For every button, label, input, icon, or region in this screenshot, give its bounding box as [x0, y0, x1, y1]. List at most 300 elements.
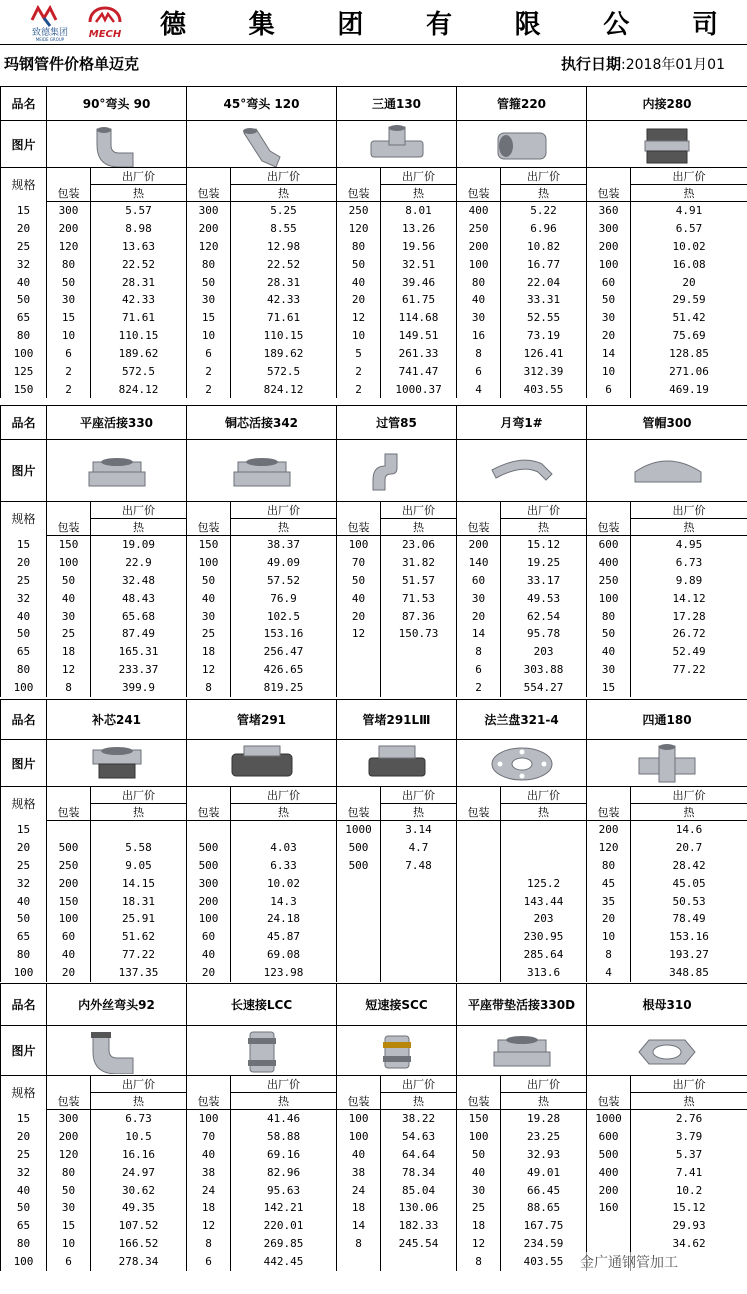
- price-cell: 824.12: [91, 380, 187, 398]
- pack-cell: 14: [587, 345, 631, 363]
- price-cell: 22.9: [91, 553, 187, 571]
- pack-cell: 600: [587, 536, 631, 554]
- price-cell: 7.48: [381, 856, 457, 874]
- price-cell: 123.98: [231, 964, 337, 982]
- pack-cell: 100: [47, 910, 91, 928]
- svg-text:MEIDE GROUP: MEIDE GROUP: [35, 37, 65, 42]
- pack-cell: 30: [457, 1181, 501, 1199]
- product-name: 长速接LCC: [187, 984, 337, 1026]
- plug-hex-icon: [359, 740, 435, 786]
- price-cell: 25.91: [91, 910, 187, 928]
- pack-cell: 300: [187, 874, 231, 892]
- price-cell: 6.96: [501, 219, 587, 237]
- price-cell: [501, 821, 587, 839]
- price-cell: [631, 679, 747, 697]
- table-row: [1, 291, 747, 309]
- price-cell: 28.42: [631, 856, 747, 874]
- price-cell: 203: [501, 643, 587, 661]
- table-row: [1, 309, 747, 327]
- price-cell: 52.55: [501, 309, 587, 327]
- price-cell: 38.22: [381, 1110, 457, 1128]
- pack-cell: 80: [337, 237, 381, 255]
- price-cell: 348.85: [631, 964, 747, 982]
- product-name: 管堵291: [187, 700, 337, 740]
- company-char: 司: [691, 9, 720, 40]
- table-row: [1, 1235, 747, 1253]
- price-cell: 165.31: [91, 643, 187, 661]
- pack-cell: 80: [457, 273, 501, 291]
- pack-cell: 18: [337, 1199, 381, 1217]
- pack-cell: 500: [337, 838, 381, 856]
- pack-cell: 10: [587, 928, 631, 946]
- pack-cell: 4: [457, 380, 501, 398]
- pack-header: 包装: [337, 804, 381, 821]
- price-cell: 48.43: [91, 589, 187, 607]
- pack-cell: [457, 892, 501, 910]
- price-cell: 20: [631, 273, 747, 291]
- size-cell: 100: [1, 1253, 47, 1271]
- size-cell: 40: [1, 607, 47, 625]
- pack-cell: 50: [337, 255, 381, 273]
- product-name: 月弯1#: [457, 406, 587, 440]
- product-name: 管箍220: [457, 87, 587, 121]
- price-cell: 149.51: [381, 327, 457, 345]
- pack-cell: 10: [47, 327, 91, 345]
- table-row: [1, 838, 747, 856]
- price-cell: [381, 643, 457, 661]
- price-cell: 8.98: [91, 219, 187, 237]
- factory-price-header: 出厂价: [381, 502, 457, 519]
- locknut-icon: [629, 1028, 705, 1074]
- pack-cell: 10: [587, 363, 631, 381]
- price-cell: 15.12: [631, 1199, 747, 1217]
- pack-cell: [337, 928, 381, 946]
- price-cell: 107.52: [91, 1217, 187, 1235]
- price-cell: 23.06: [381, 536, 457, 554]
- pack-cell: 2: [187, 380, 231, 398]
- factory-price-header: 出厂价: [501, 787, 587, 804]
- row-label-pic: 图片: [1, 121, 47, 168]
- factory-price-header: 出厂价: [501, 502, 587, 519]
- pack-cell: 100: [187, 1110, 231, 1128]
- pack-cell: 8: [587, 946, 631, 964]
- table-row: [1, 363, 747, 381]
- pack-cell: [337, 643, 381, 661]
- product-picture: [587, 121, 747, 168]
- pack-cell: 50: [457, 1145, 501, 1163]
- price-cell: 143.44: [501, 892, 587, 910]
- price-cell: 49.09: [231, 553, 337, 571]
- union-gasket-icon: [484, 1028, 560, 1074]
- price-cell: 52.49: [631, 643, 747, 661]
- product-name: 根母310: [587, 984, 747, 1026]
- price-cell: 71.61: [231, 309, 337, 327]
- size-cell: 25: [1, 571, 47, 589]
- factory-price-header: 出厂价: [631, 168, 747, 185]
- price-cell: 137.35: [91, 964, 187, 982]
- pack-cell: 50: [587, 291, 631, 309]
- product-picture: [587, 1026, 747, 1076]
- pack-cell: 30: [457, 309, 501, 327]
- size-cell: 80: [1, 661, 47, 679]
- factory-price-header: 出厂价: [231, 787, 337, 804]
- pack-cell: 50: [47, 273, 91, 291]
- size-cell: 40: [1, 1181, 47, 1199]
- price-cell: 142.21: [231, 1199, 337, 1217]
- price-cell: 13.26: [381, 219, 457, 237]
- pack-cell: 8: [47, 679, 91, 697]
- price-cell: [91, 821, 187, 839]
- pack-cell: 6: [187, 1253, 231, 1271]
- price-cell: 76.9: [231, 589, 337, 607]
- pack-cell: 12: [337, 625, 381, 643]
- pack-cell: 8: [337, 1235, 381, 1253]
- pack-cell: 250: [47, 856, 91, 874]
- price-cell: 6.73: [631, 553, 747, 571]
- hot-header: 热: [231, 804, 337, 821]
- size-cell: 80: [1, 1235, 47, 1253]
- size-cell: 20: [1, 1127, 47, 1145]
- size-cell: 20: [1, 219, 47, 237]
- pack-cell: 400: [457, 202, 501, 220]
- pack-cell: 15: [47, 1217, 91, 1235]
- mech-logo: [82, 4, 128, 40]
- table-row: [1, 679, 747, 697]
- price-cell: 4.95: [631, 536, 747, 554]
- price-cell: 6.73: [91, 1110, 187, 1128]
- pack-cell: 100: [337, 1110, 381, 1128]
- price-cell: 28.31: [231, 273, 337, 291]
- pack-cell: [457, 910, 501, 928]
- product-picture: [587, 740, 747, 787]
- pack-cell: 4: [587, 964, 631, 982]
- hot-header: 热: [631, 185, 747, 202]
- table-row: [1, 536, 747, 554]
- pack-cell: 100: [337, 536, 381, 554]
- table-row: [1, 874, 747, 892]
- pack-cell: [457, 821, 501, 839]
- price-cell: 41.46: [231, 1110, 337, 1128]
- table-row: [1, 345, 747, 363]
- factory-price-header: 出厂价: [381, 1076, 457, 1093]
- price-cell: 5.22: [501, 202, 587, 220]
- price-cell: 54.63: [381, 1127, 457, 1145]
- price-cell: 9.05: [91, 856, 187, 874]
- factory-price-header: 出厂价: [91, 1076, 187, 1093]
- pack-header: 包装: [47, 185, 91, 202]
- pack-cell: 60: [47, 928, 91, 946]
- price-cell: 554.27: [501, 679, 587, 697]
- price-cell: 9.89: [631, 571, 747, 589]
- price-table-section: [0, 699, 747, 982]
- date-value: :2018年01月01: [621, 57, 725, 73]
- price-cell: 78.34: [381, 1163, 457, 1181]
- pack-cell: 20: [587, 910, 631, 928]
- pack-cell: 20: [187, 964, 231, 982]
- price-cell: 42.33: [231, 291, 337, 309]
- row-label-spec: 规格: [1, 1076, 47, 1110]
- hot-header: 热: [231, 519, 337, 536]
- pack-cell: 24: [337, 1181, 381, 1199]
- size-cell: 20: [1, 553, 47, 571]
- pack-cell: 15: [587, 679, 631, 697]
- pack-cell: 2: [457, 679, 501, 697]
- price-cell: 4.03: [231, 838, 337, 856]
- pack-header: 包装: [587, 804, 631, 821]
- hot-header: 热: [381, 519, 457, 536]
- table-row: [1, 964, 747, 982]
- pack-header: 包装: [187, 1093, 231, 1110]
- size-cell: 80: [1, 327, 47, 345]
- price-cell: 824.12: [231, 380, 337, 398]
- size-cell: 25: [1, 237, 47, 255]
- price-cell: 19.25: [501, 553, 587, 571]
- table-row: [1, 1110, 747, 1128]
- company-char: 集: [248, 9, 277, 40]
- pack-cell: [337, 910, 381, 928]
- pack-cell: 120: [47, 237, 91, 255]
- pack-cell: 80: [47, 255, 91, 273]
- table-row: [1, 928, 747, 946]
- pack-cell: 100: [337, 1127, 381, 1145]
- pack-cell: 40: [187, 946, 231, 964]
- size-cell: 32: [1, 874, 47, 892]
- price-cell: 10.2: [631, 1181, 747, 1199]
- price-cell: 6.33: [231, 856, 337, 874]
- row-label-spec: 规格: [1, 787, 47, 821]
- pack-cell: 25: [187, 625, 231, 643]
- product-picture: [187, 440, 337, 502]
- factory-price-header: 出厂价: [501, 1076, 587, 1093]
- price-cell: 8.01: [381, 202, 457, 220]
- pack-header: 包装: [457, 1093, 501, 1110]
- size-cell: 40: [1, 892, 47, 910]
- product-picture: [587, 440, 747, 502]
- price-cell: 24.97: [91, 1163, 187, 1181]
- size-cell: 25: [1, 856, 47, 874]
- price-cell: 28.31: [91, 273, 187, 291]
- pack-cell: 12: [47, 661, 91, 679]
- page-header: [0, 0, 747, 45]
- price-cell: 303.88: [501, 661, 587, 679]
- pack-cell: 15: [187, 309, 231, 327]
- price-cell: 49.01: [501, 1163, 587, 1181]
- pack-cell: 38: [187, 1163, 231, 1181]
- price-cell: 285.64: [501, 946, 587, 964]
- hot-header: 热: [501, 185, 587, 202]
- factory-price-header: 出厂价: [91, 787, 187, 804]
- pack-cell: 100: [187, 553, 231, 571]
- pack-cell: 40: [337, 589, 381, 607]
- price-cell: 39.46: [381, 273, 457, 291]
- pack-cell: 80: [587, 607, 631, 625]
- pack-cell: 18: [457, 1217, 501, 1235]
- price-cell: 32.93: [501, 1145, 587, 1163]
- price-cell: 269.85: [231, 1235, 337, 1253]
- price-cell: 7.41: [631, 1163, 747, 1181]
- product-picture: [47, 740, 187, 787]
- product-name: 45°弯头 120: [187, 87, 337, 121]
- pack-cell: 2: [337, 363, 381, 381]
- pack-header: 包装: [47, 519, 91, 536]
- pack-cell: 25: [47, 625, 91, 643]
- price-cell: 3.14: [381, 821, 457, 839]
- price-cell: 78.49: [631, 910, 747, 928]
- price-cell: 442.45: [231, 1253, 337, 1271]
- price-cell: 110.15: [231, 327, 337, 345]
- price-cell: 29.93: [631, 1217, 747, 1235]
- size-cell: 32: [1, 1163, 47, 1181]
- pack-cell: 50: [587, 625, 631, 643]
- table-row: [1, 237, 747, 255]
- hot-header: 热: [631, 519, 747, 536]
- socket-icon: [484, 121, 560, 167]
- short-coupling-icon: [359, 1028, 435, 1074]
- price-cell: 230.95: [501, 928, 587, 946]
- elbow-45-icon: [224, 121, 300, 167]
- product-picture: [337, 740, 457, 787]
- pack-cell: [337, 892, 381, 910]
- price-cell: 34.62: [631, 1235, 747, 1253]
- pack-cell: 500: [187, 856, 231, 874]
- pack-cell: 100: [587, 589, 631, 607]
- price-cell: 4.7: [381, 838, 457, 856]
- pack-cell: 8: [457, 1253, 501, 1271]
- pack-cell: 16: [457, 327, 501, 345]
- pack-cell: 30: [47, 607, 91, 625]
- factory-price-header: 出厂价: [381, 787, 457, 804]
- pack-header: 包装: [187, 185, 231, 202]
- hot-header: 热: [631, 804, 747, 821]
- pack-cell: 160: [587, 1199, 631, 1217]
- price-cell: 87.49: [91, 625, 187, 643]
- pack-cell: [337, 964, 381, 982]
- crossover-icon: [359, 448, 435, 494]
- table-row: [1, 1181, 747, 1199]
- pack-header: 包装: [337, 1093, 381, 1110]
- product-picture: [187, 740, 337, 787]
- price-cell: [381, 679, 457, 697]
- price-cell: 65.68: [91, 607, 187, 625]
- price-cell: 14.12: [631, 589, 747, 607]
- price-cell: 73.19: [501, 327, 587, 345]
- pack-cell: 2: [47, 380, 91, 398]
- table-row: [1, 273, 747, 291]
- pack-cell: 50: [337, 571, 381, 589]
- pack-cell: 100: [187, 910, 231, 928]
- row-label-spec: 规格: [1, 168, 47, 202]
- product-picture: [187, 121, 337, 168]
- pack-header: 包装: [457, 519, 501, 536]
- price-cell: 32.48: [91, 571, 187, 589]
- price-cell: [381, 928, 457, 946]
- cap-icon: [629, 448, 705, 494]
- pack-cell: 2: [47, 363, 91, 381]
- size-cell: 32: [1, 255, 47, 273]
- price-cell: 62.54: [501, 607, 587, 625]
- effective-date: [561, 53, 725, 74]
- price-cell: 19.09: [91, 536, 187, 554]
- size-cell: 50: [1, 291, 47, 309]
- company-char: 有: [425, 9, 454, 40]
- price-cell: [501, 838, 587, 856]
- table-row: [1, 1127, 747, 1145]
- pack-cell: 30: [47, 291, 91, 309]
- price-cell: 87.36: [381, 607, 457, 625]
- factory-price-header: 出厂价: [501, 168, 587, 185]
- row-label-pic: 图片: [1, 740, 47, 787]
- row-label-name: 品名: [1, 87, 47, 121]
- price-cell: 95.63: [231, 1181, 337, 1199]
- price-cell: 126.41: [501, 345, 587, 363]
- product-name: 管帽300: [587, 406, 747, 440]
- pack-cell: 5: [337, 345, 381, 363]
- hot-header: 热: [231, 1093, 337, 1110]
- pack-cell: 200: [587, 237, 631, 255]
- row-label-spec: 规格: [1, 502, 47, 536]
- price-cell: 102.5: [231, 607, 337, 625]
- pack-header: 包装: [47, 1093, 91, 1110]
- price-cell: 1000.37: [381, 380, 457, 398]
- factory-price-header: 出厂价: [381, 168, 457, 185]
- table-row: [1, 910, 747, 928]
- price-cell: 51.57: [381, 571, 457, 589]
- pack-cell: 12: [187, 1217, 231, 1235]
- price-cell: 58.88: [231, 1127, 337, 1145]
- pack-cell: 10: [337, 327, 381, 345]
- pack-cell: 120: [587, 838, 631, 856]
- pack-cell: 40: [187, 1145, 231, 1163]
- pack-cell: 150: [187, 536, 231, 554]
- size-cell: 150: [1, 380, 47, 398]
- pack-cell: 500: [187, 838, 231, 856]
- pack-cell: [457, 964, 501, 982]
- price-cell: 5.25: [231, 202, 337, 220]
- pack-cell: 6: [47, 345, 91, 363]
- price-cell: 22.04: [501, 273, 587, 291]
- pack-cell: 45: [587, 874, 631, 892]
- table-row: [1, 892, 747, 910]
- row-label-pic: 图片: [1, 1026, 47, 1076]
- pack-cell: 35: [587, 892, 631, 910]
- pack-cell: 40: [337, 273, 381, 291]
- price-cell: 57.52: [231, 571, 337, 589]
- pack-cell: 70: [337, 553, 381, 571]
- price-cell: 38.37: [231, 536, 337, 554]
- pack-cell: 100: [587, 255, 631, 273]
- pack-cell: 250: [337, 202, 381, 220]
- pack-cell: 10: [187, 327, 231, 345]
- pack-cell: 30: [187, 607, 231, 625]
- product-picture: [457, 1026, 587, 1076]
- pack-cell: 150: [47, 892, 91, 910]
- price-cell: 256.47: [231, 643, 337, 661]
- pack-cell: 30: [587, 661, 631, 679]
- price-cell: 125.2: [501, 874, 587, 892]
- pack-cell: 20: [457, 607, 501, 625]
- price-cell: 313.6: [501, 964, 587, 982]
- elbow-90-icon: [79, 121, 155, 167]
- product-picture: [457, 440, 587, 502]
- table-row: [1, 625, 747, 643]
- price-cell: [381, 964, 457, 982]
- price-cell: 19.28: [501, 1110, 587, 1128]
- pack-cell: 8: [457, 345, 501, 363]
- pack-cell: 200: [47, 874, 91, 892]
- product-picture: [47, 440, 187, 502]
- table-row: [1, 661, 747, 679]
- pack-cell: 300: [587, 219, 631, 237]
